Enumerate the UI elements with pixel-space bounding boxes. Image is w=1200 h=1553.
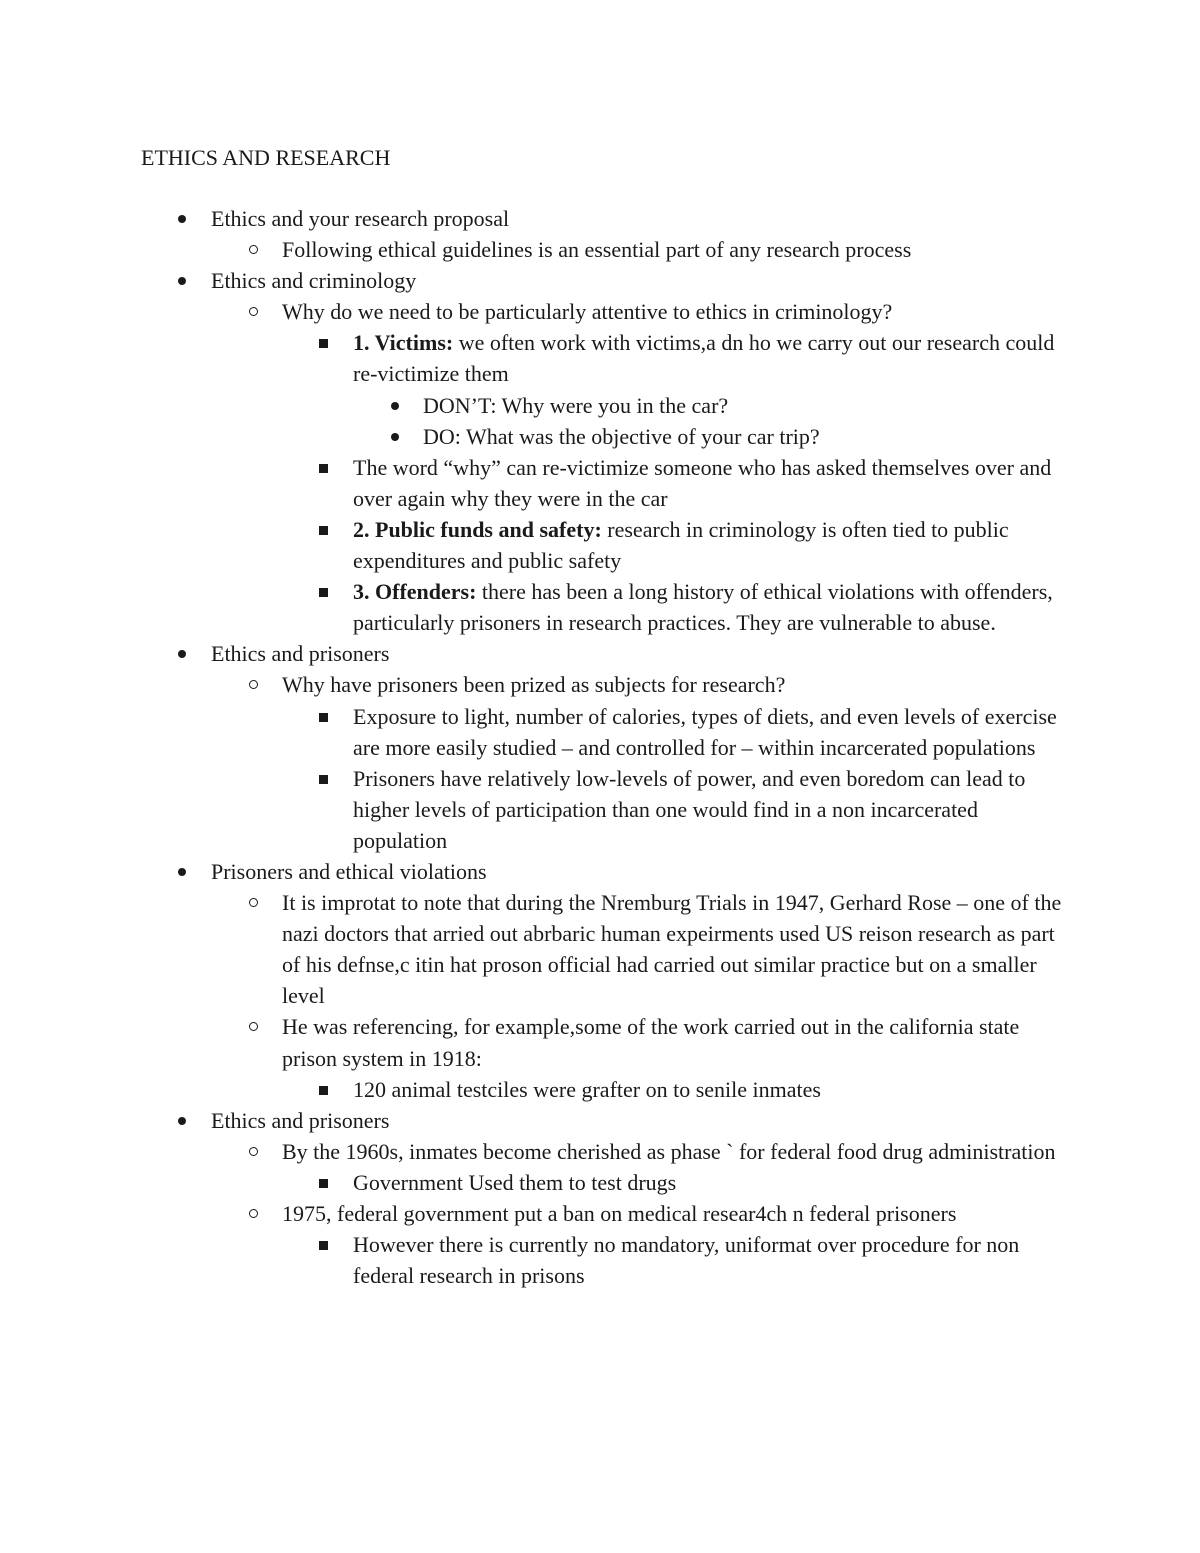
- bullet-dot-icon: [178, 1117, 186, 1125]
- list-item: Ethics and prisoners: [0, 638, 1071, 669]
- list-item: It is improtat to note that during the Nremburg Trials in 1947, Gerhard Rose – one of the nazi doctors that arried out abrbaric human expeirments used US reison research as part of his defnse,c itin hat proson official had carried out similar practice but on a smaller level: [0, 887, 1072, 1011]
- bullet-square-icon: [319, 713, 328, 722]
- bullet-square-icon: [319, 775, 328, 784]
- list-item: Following ethical guidelines is an essential part of any research process: [0, 234, 1072, 265]
- list-item: Ethics and criminology: [0, 265, 1071, 296]
- bullet-outline: [0, 203, 1200, 1291]
- list-item: He was referencing, for example,some of the work carried out in the california state prison system in 1918:: [0, 1011, 1072, 1073]
- bullet-square-icon: [319, 526, 328, 535]
- list-item: The word “why” can re-victimize someone who has asked themselves over and over again why they were in the car: [0, 452, 1073, 514]
- list-item: DON’T: Why were you in the car?: [0, 390, 1073, 421]
- list-item: Exposure to light, number of calories, types of diets, and even levels of exercise are more easily studied – and controlled for – within incarcerated populations: [0, 701, 1073, 763]
- document-title: ETHICS AND RESEARCH: [141, 145, 391, 170]
- bullet-circle-icon: [249, 680, 258, 689]
- list-item: Prisoners and ethical violations: [0, 856, 1071, 887]
- bullet-square-icon: [319, 588, 328, 597]
- list-item: 2. Public funds and safety: research in criminology is often tied to public expenditures and public safety: [0, 514, 1073, 576]
- list-item: 120 animal testciles were grafter on to senile inmates: [0, 1074, 1073, 1105]
- list-item: DO: What was the objective of your car trip?: [0, 421, 1073, 452]
- bullet-dot-icon: [178, 215, 186, 223]
- bullet-square-icon: [319, 1086, 328, 1095]
- bullet-circle-icon: [249, 1209, 258, 1218]
- list-item: Prisoners have relatively low-levels of power, and even boredom can lead to higher levels of participation than one would find in a non incarcerated population: [0, 763, 1073, 856]
- list-item: Why do we need to be particularly attentive to ethics in criminology?: [0, 296, 1072, 327]
- bullet-circle-icon: [249, 245, 258, 254]
- bullet-square-icon: [319, 1241, 328, 1250]
- bullet-square-icon: [319, 339, 328, 348]
- bullet-circle-icon: [249, 307, 258, 316]
- list-item: By the 1960s, inmates become cherished as phase ` for federal food drug administration: [0, 1136, 1072, 1167]
- bullet-circle-icon: [249, 898, 258, 907]
- bullet-dot-icon: [391, 402, 399, 410]
- bullet-square-icon: [319, 464, 328, 473]
- bullet-square-icon: [319, 1179, 328, 1188]
- bullet-dot-icon: [178, 650, 186, 658]
- list-item: 3. Offenders: there has been a long history of ethical violations with offenders, particularly prisoners in research practices. They are vulnerable to abuse.: [0, 576, 1073, 638]
- list-item: 1975, federal government put a ban on medical resear4ch n federal prisoners: [0, 1198, 1072, 1229]
- list-item: However there is currently no mandatory, uniformat over procedure for non federal research in prisons: [0, 1229, 1073, 1291]
- bullet-dot-icon: [178, 277, 186, 285]
- list-item: Ethics and your research proposal: [0, 203, 1071, 234]
- bullet-circle-icon: [249, 1022, 258, 1031]
- bullet-dot-icon: [178, 868, 186, 876]
- bullet-circle-icon: [249, 1147, 258, 1156]
- bullet-dot-icon: [391, 433, 399, 441]
- list-item: Ethics and prisoners: [0, 1105, 1071, 1136]
- list-item: Why have prisoners been prized as subjects for research?: [0, 669, 1072, 700]
- list-item: Government Used them to test drugs: [0, 1167, 1073, 1198]
- list-item: 1. Victims: we often work with victims,a dn ho we carry out our research could re-victimize them: [0, 327, 1073, 389]
